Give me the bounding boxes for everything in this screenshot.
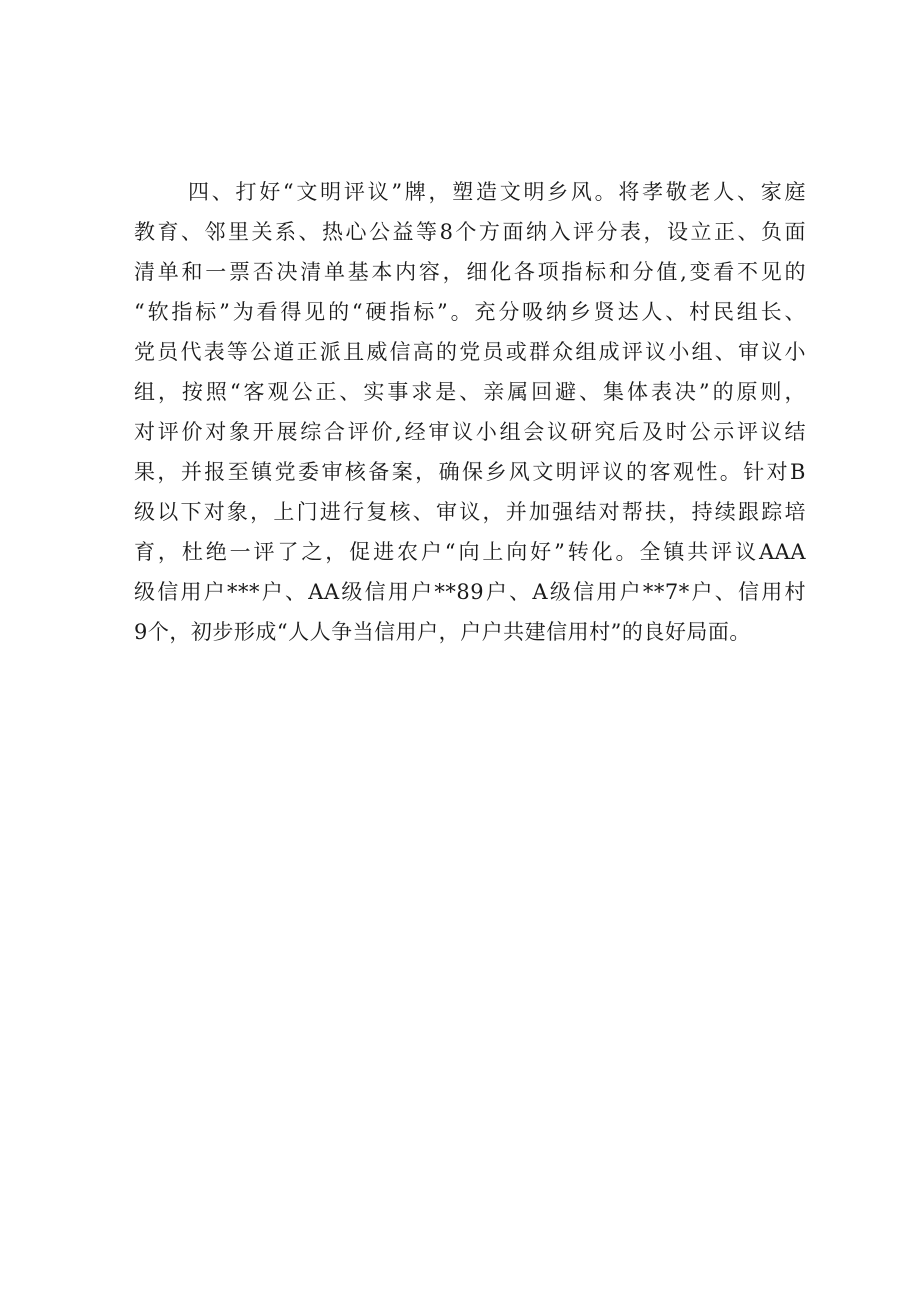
- paragraph-line: 级信用户***户、AA级信用户**89户、A级信用户**7*户、信用村: [134, 580, 806, 604]
- body-paragraph: [134, 172, 806, 652]
- paragraph-line: 四、打好“文明评议”牌，塑造文明乡风。将孝敬老人、家庭: [188, 180, 806, 204]
- paragraph-line: 清单和一票否决清单基本内容，细化各项指标和分值,变看不见的: [134, 260, 806, 284]
- paragraph-line: 级以下对象，上门进行复核、审议，并加强结对帮扶，持续跟踪培: [134, 500, 806, 524]
- paragraph-line: 9个，初步形成“人人争当信用户，户户共建信用村”的良好局面。: [134, 620, 751, 644]
- paragraph-line: 对评价对象开展综合评价,经审议小组会议研究后及时公示评议结: [134, 420, 806, 444]
- paragraph-line: 党员代表等公道正派且威信高的党员或群众组成评议小组、审议小: [134, 340, 806, 364]
- paragraph-line: 教育、邻里关系、热心公益等8个方面纳入评分表，设立正、负面: [134, 220, 806, 244]
- paragraph-line: 组，按照“客观公正、实事求是、亲属回避、集体表决”的原则，: [134, 380, 806, 404]
- paragraph-line: 果，并报至镇党委审核备案，确保乡风文明评议的客观性。针对B: [134, 460, 806, 484]
- paragraph-line: “软指标”为看得见的“硬指标”。充分吸纳乡贤达人、村民组长、: [134, 300, 806, 324]
- paragraph-line: 育，杜绝一评了之，促进农户“向上向好”转化。全镇共评议AAA: [134, 540, 806, 564]
